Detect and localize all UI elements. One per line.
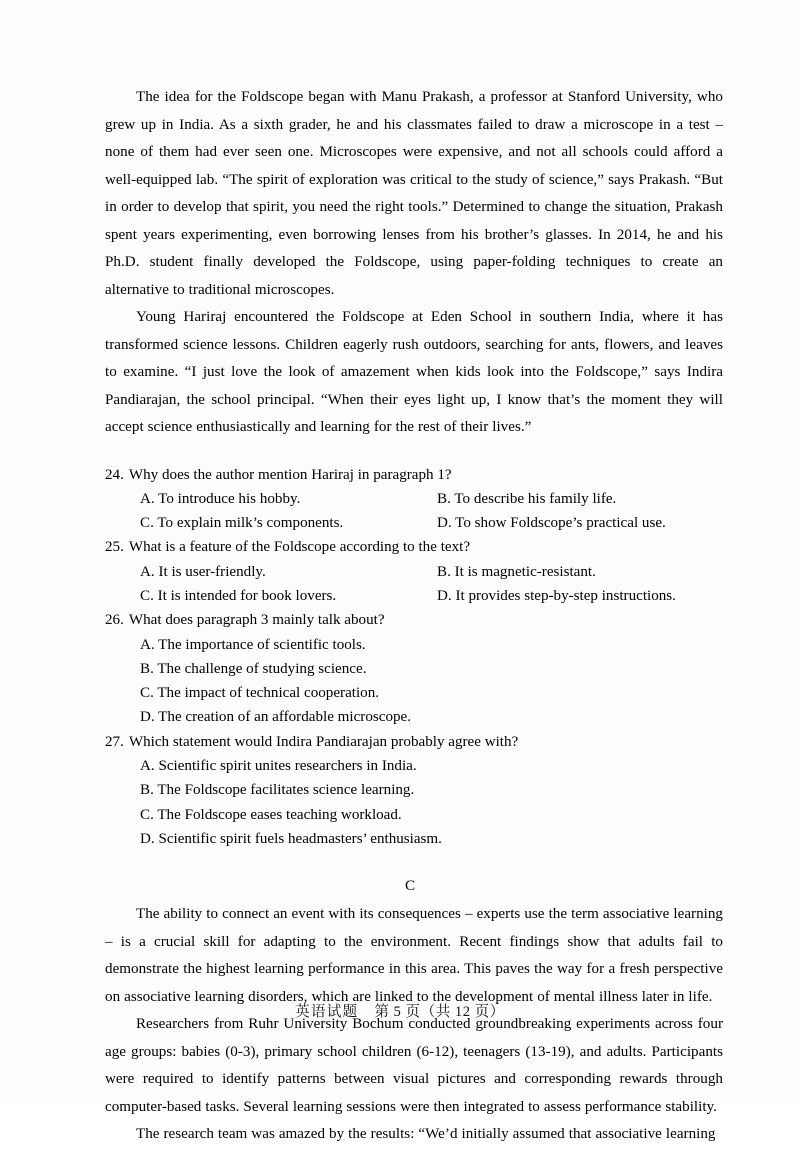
section-c-letter: C <box>404 878 416 895</box>
question-25 <box>105 535 723 608</box>
question-26-stem: What does paragraph 3 mainly talk about? <box>128 612 385 629</box>
question-27-option-d[interactable]: D. Scientific spirit fuels headmasters’ enthusiasm. <box>140 830 442 847</box>
section-c-paragraph-2: Researchers from Ruhr University Bochum conducted groundbreaking experiments across four age groups: babies (0-3), primary school children (6-12), teenagers (13-19), and adults. Participants were required to identify patterns between visual pictures and corresponding rewards through computer-based tasks. Several learning sessions were then integrated to assess performance stability. <box>105 1016 723 1115</box>
question-25-option-b[interactable]: B. It is magnetic-resistant. <box>437 563 596 580</box>
question-26-option-c[interactable]: C. The impact of technical cooperation. <box>140 685 380 702</box>
question-26-option-b[interactable]: B. The challenge of studying science. <box>140 660 367 677</box>
question-24 <box>105 463 723 536</box>
question-27-option-b[interactable]: B. The Foldscope facilitates science learning. <box>140 782 415 799</box>
page-footer <box>0 1000 800 1021</box>
section-c-paragraph-3: The research team was amazed by the results: “We’d initially assumed that associative learning <box>135 1126 716 1143</box>
passage-paragraph-1: The idea for the Foldscope began with Manu Prakash, a professor at Stanford University, who grew up in India. As a sixth grader, he and his classmates failed to draw a microscope in a test – none of them had ever seen one. Microscopes were expensive, and not all schools could afford a well-equipped lab. “The spirit of exploration was critical to the study of science,” says Prakash. “But in order to develop that spirit, you need the right tools.” Determined to change the situation, Prakash spent years experimenting, even borrowing lenses from his brother’s glasses. In 2014, he and his Ph.D. student finally developed the Foldscope, using paper-folding techniques to create an alternative to traditional microscopes. <box>105 89 723 298</box>
question-24-option-d[interactable]: D. To show Foldscope’s practical use. <box>437 515 666 532</box>
question-26-number: 26. <box>105 612 124 629</box>
question-25-options-row-1 <box>105 560 723 584</box>
question-25-option-c[interactable]: C. It is intended for book lovers. <box>140 587 337 604</box>
question-24-option-c[interactable]: C. To explain milk’s components. <box>140 515 344 532</box>
passage-paragraph-2: Young Hariraj encountered the Foldscope at Eden School in southern India, where it has transformed science lessons. Children eagerly rush outdoors, searching for ants, flowers, and leaves to examine. “I just love the look of amazement when kids look into the Foldscope,” says Indira Pandiarajan, the school principal. “When their eyes light up, I know that’s the moment they will accept science enthusiastically and learning for the rest of their lives.” <box>105 309 723 435</box>
footer-page-label: 第 5 页（共 12 页） <box>374 1004 505 1020</box>
question-25-number: 25. <box>105 539 124 556</box>
question-25-option-d[interactable]: D. It provides step-by-step instructions. <box>437 587 676 604</box>
question-25-option-a[interactable]: A. It is user-friendly. <box>140 563 266 580</box>
footer-subject: 英语试题 <box>295 1003 359 1020</box>
question-27-option-c[interactable]: C. The Foldscope eases teaching workload. <box>140 806 402 823</box>
question-27-number: 27. <box>105 733 124 750</box>
question-25-options-row-2 <box>105 584 723 608</box>
question-27-stem: Which statement would Indira Pandiarajan probably agree with? <box>128 733 519 750</box>
page-content <box>105 84 723 1149</box>
question-26-stem-row <box>105 608 723 632</box>
question-24-option-b[interactable]: B. To describe his family life. <box>437 490 617 507</box>
question-24-options-row-1 <box>105 487 723 511</box>
question-26 <box>105 608 723 729</box>
question-24-stem-row <box>105 463 723 487</box>
question-26-option-d[interactable]: D. The creation of an affordable microscope. <box>140 709 412 726</box>
question-list <box>105 463 723 852</box>
section-c-paragraph-1: The ability to connect an event with its consequences – experts use the term associative learning – is a crucial skill for adapting to the environment. Recent findings show that adults fail to demonstrate the highest learning performance in this area. This paves the way for a fresh perspective on associative learning disorders, which are linked to the development of mental illness later in life. <box>105 906 723 1005</box>
question-25-stem: What is a feature of the Foldscope according to the text? <box>128 539 471 556</box>
question-24-option-a[interactable]: A. To introduce his hobby. <box>140 490 301 507</box>
passage-b <box>105 84 723 442</box>
question-27-option-a[interactable]: A. Scientific spirit unites researchers in India. <box>140 758 417 775</box>
question-24-stem: Why does the author mention Hariraj in paragraph 1? <box>128 466 452 483</box>
question-24-options-row-2 <box>105 511 723 535</box>
question-27-stem-row <box>105 730 723 754</box>
question-24-number: 24. <box>105 466 124 483</box>
question-25-stem-row <box>105 535 723 559</box>
question-26-option-a[interactable]: A. The importance of scientific tools. <box>140 636 366 653</box>
question-27 <box>105 730 723 851</box>
